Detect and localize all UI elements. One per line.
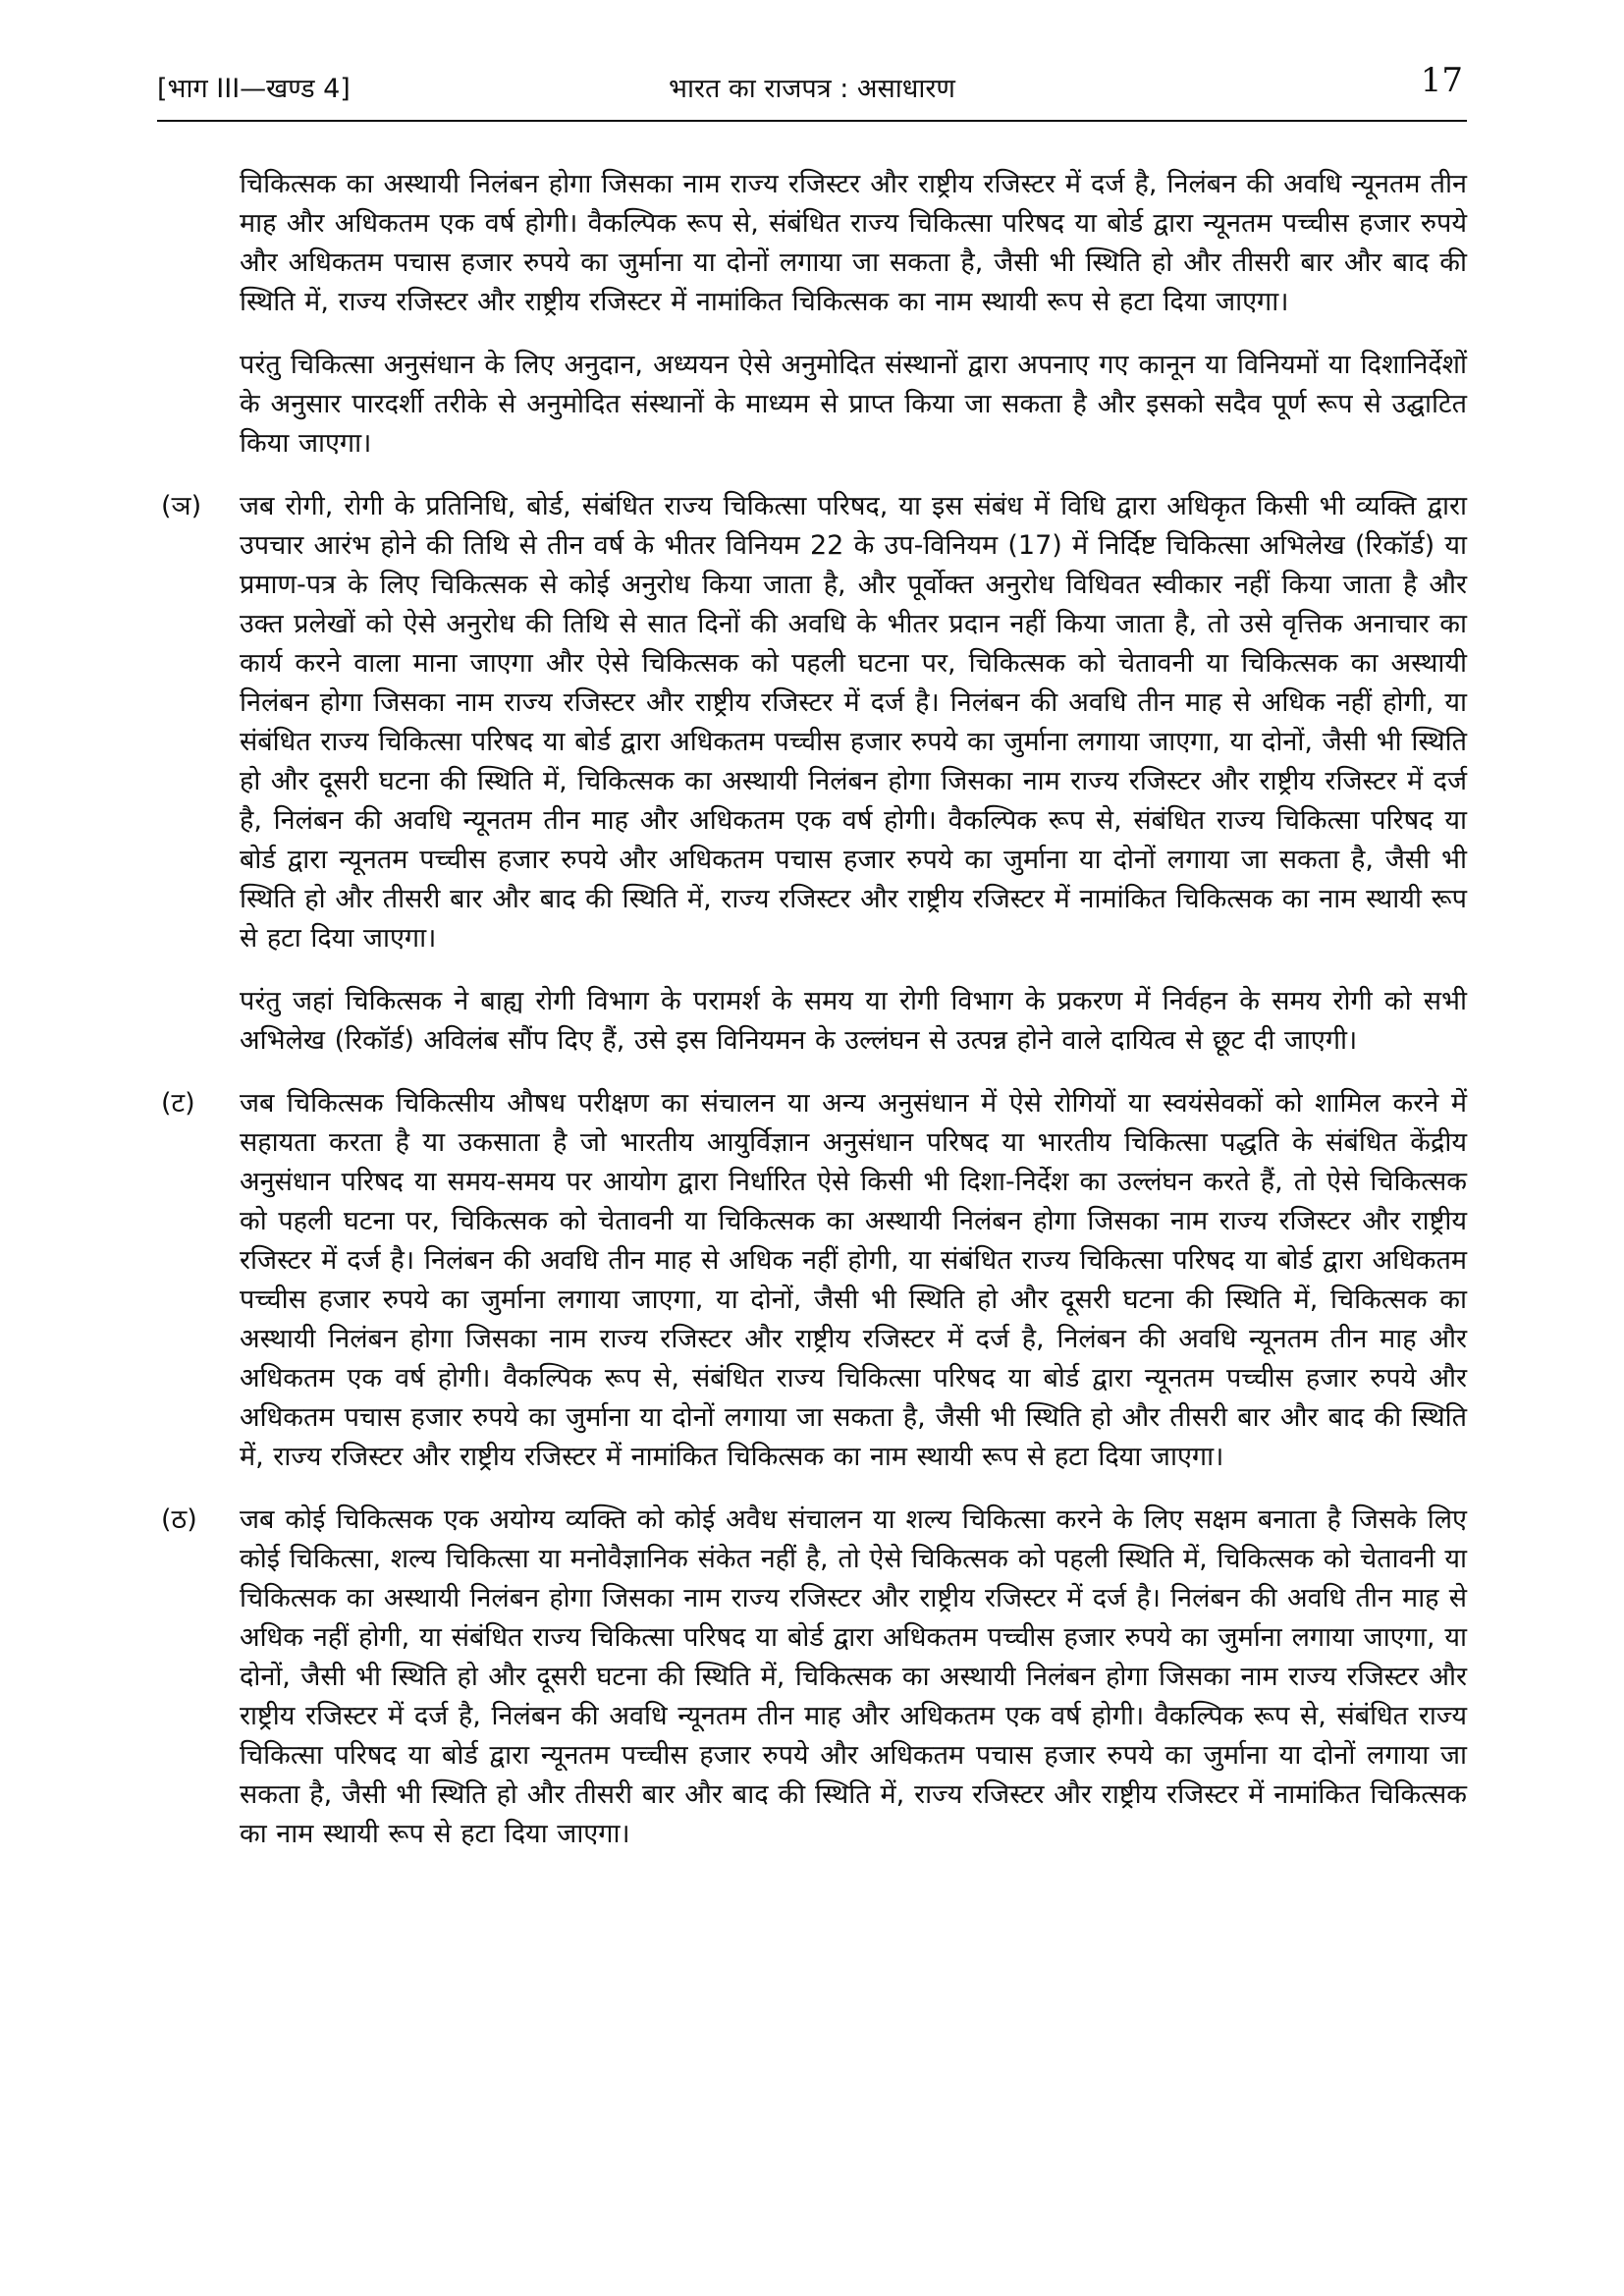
clause-text: जब चिकित्सक चिकित्सीय औषध परीक्षण का संचालन या अन्य अनुसंधान में ऐसे रोगियों या स्वयंसेवकों को शामिल करने में सहायता करता है या उकसाता है जो भारतीय आयुर्विज्ञान अनुसंधान परिषद या भारतीय चिकित्सा पद्धति के संबंधित केंद्रीय अनुसंधान परिषद या समय-समय पर आयोग द्वारा निर्धारित ऐसे किसी भी दिशा-निर्देश का उल्लंघन करते हैं, तो ऐसे चिकित्सक को पहली घटना पर, चिकित्सक को चेतावनी या चिकित्सक का अस्थायी निलंबन होगा जिसका नाम राज्य रजिस्टर और राष्ट्रीय रजिस्टर में दर्ज है। निलंबन की अवधि तीन माह से अधिक नहीं होगी, या संबंधित राज्य चिकित्सा परिषद या बोर्ड द्वारा अधिकतम पच्चीस हजार रुपये का जुर्माना लगाया जाएगा, या दोनों, जैसी भी स्थिति हो और दूसरी घटना की स्थिति में, चिकित्सक का अस्थायी निलंबन होगा जिसका नाम राज्य रजिस्टर और राष्ट्रीय रजिस्टर में दर्ज है, निलंबन की अवधि न्यूनतम तीन माह और अधिकतम एक वर्ष होगी। वैकल्पिक रूप से, संबंधित राज्य चिकित्सा परिषद या बोर्ड द्वारा न्यूनतम पच्चीस हजार रुपये और अधिकतम पचास हजार रुपये का जुर्माना या दोनों लगाया जा सकता है, जैसी भी स्थिति हो और तीसरी बार और बाद की स्थिति में, राज्य रजिस्टर और राष्ट्रीय रजिस्टर में नामांकित चिकित्सक का नाम स्थायी रूप से हटा दिया जाएगा। [240,1088,1467,1472]
proviso-paragraph: परंतु चिकित्सा अनुसंधान के लिए अनुदान, अध्ययन ऐसे अनुमोदित संस्थानों द्वारा अपनाए गए कानून या विनियमों या दिशानिर्देशों के अनुसार पारदर्शी तरीके से अनुमोदित संस्थानों के माध्यम से प्राप्त किया जा सकता है और इसको सदैव पूर्ण रूप से उद्घाटित किया जाएगा। [240,350,1467,459]
part-section-label: [भाग III—खण्ड 4] [157,74,351,104]
clause-label: (ठ) [161,1504,197,1535]
page-header [157,61,1467,122]
clause-jha [157,487,1467,958]
clause-tha [157,1501,1467,1854]
clause-label: (ट) [161,1088,195,1119]
paragraph-continuation: चिकित्सक का अस्थायी निलंबन होगा जिसका नाम राज्य रजिस्टर और राष्ट्रीय रजिस्टर में दर्ज है, निलंबन की अवधि न्यूनतम तीन माह और अधिकतम एक वर्ष होगी। वैकल्पिक रूप से, संबंधित राज्य चिकित्सा परिषद या बोर्ड द्वारा न्यूनतम पच्चीस हजार रुपये और अधिकतम पचास हजार रुपये का जुर्माना या दोनों लगाया जा सकता है, जैसी भी स्थिति हो और तीसरी बार और बाद की स्थिति में, राज्य रजिस्टर और राष्ट्रीय रजिस्टर में नामांकित चिकित्सक का नाम स्थायी रूप से हटा दिया जाएगा। [240,169,1467,317]
clause-text: जब कोई चिकित्सक एक अयोग्य व्यक्ति को कोई अवैध संचालन या शल्य चिकित्सा करने के लिए सक्षम बनाता है जिसके लिए कोई चिकित्सा, शल्य चिकित्सा या मनोवैज्ञानिक संकेत नहीं है, तो ऐसे चिकित्सक को पहली स्थिति में, चिकित्सक को चेतावनी या चिकित्सक का अस्थायी निलंबन होगा जिसका नाम राज्य रजिस्टर और राष्ट्रीय रजिस्टर में दर्ज है। निलंबन की अवधि तीन माह से अधिक नहीं होगी, या संबंधित राज्य चिकित्सा परिषद या बोर्ड द्वारा अधिकतम पच्चीस हजार रुपये का जुर्माना लगाया जाएगा, या दोनों, जैसी भी स्थिति हो और दूसरी घटना की स्थिति में, चिकित्सक का अस्थायी निलंबन होगा जिसका नाम राज्य रजिस्टर और राष्ट्रीय रजिस्टर में दर्ज है, निलंबन की अवधि न्यूनतम तीन माह और अधिकतम एक वर्ष होगी। वैकल्पिक रूप से, संबंधित राज्य चिकित्सा परिषद या बोर्ड द्वारा न्यूनतम पच्चीस हजार रुपये और अधिकतम पचास हजार रुपये का जुर्माना या दोनों लगाया जा सकता है, जैसी भी स्थिति हो और तीसरी बार और बाद की स्थिति में, राज्य रजिस्टर और राष्ट्रीय रजिस्टर में नामांकित चिकित्सक का नाम स्थायी रूप से हटा दिया जाएगा। [240,1504,1467,1849]
page-body [157,165,1467,1878]
page-number: 17 [1420,61,1463,100]
clause-ta [157,1084,1467,1477]
clause-label: (ञ) [161,491,202,521]
gazette-title: भारत का राजपत्र : असाधारण [669,74,955,104]
proviso-paragraph: परंतु जहां चिकित्सक ने बाह्य रोगी विभाग के परामर्श के समय या रोगी विभाग के प्रकरण में निर्वहन के समय रोगी को सभी अभिलेख (रिकॉर्ड) अविलंब सौंप दिए हैं, उसे इस विनियमन के उल्लंघन से उत्पन्न होने वाले दायित्व से छूट दी जाएगी। [240,986,1467,1056]
clause-text: जब रोगी, रोगी के प्रतिनिधि, बोर्ड, संबंधित राज्य चिकित्सा परिषद, या इस संबंध में विधि द्वारा अधिकृत किसी भी व्यक्ति द्वारा उपचार आरंभ होने की तिथि से तीन वर्ष के भीतर विनियम 22 के उप-विनियम (17) में निर्दिष्ट चिकित्सा अभिलेख (रिकॉर्ड) या प्रमाण-पत्र के लिए चिकित्सक से कोई अनुरोध किया जाता है, और पूर्वोक्त अनुरोध विधिवत स्वीकार नहीं किया जाता है और उक्त प्रलेखों को ऐसे अनुरोध की तिथि से सात दिनों की अवधि के भीतर प्रदान नहीं किया जाता है, तो उसे वृत्तिक अनाचार का कार्य करने वाला माना जाएगा और ऐसे चिकित्सक को पहली घटना पर, चिकित्सक को चेतावनी या चिकित्सक का अस्थायी निलंबन होगा जिसका नाम राज्य रजिस्टर और राष्ट्रीय रजिस्टर में दर्ज है। निलंबन की अवधि तीन माह से अधिक नहीं होगी, या संबंधित राज्य चिकित्सा परिषद या बोर्ड द्वारा अधिकतम पच्चीस हजार रुपये का जुर्माना लगाया जाएगा, या दोनों, जैसी भी स्थिति हो और दूसरी घटना की स्थिति में, चिकित्सक का अस्थायी निलंबन होगा जिसका नाम राज्य रजिस्टर और राष्ट्रीय रजिस्टर में दर्ज है, निलंबन की अवधि न्यूनतम तीन माह और अधिकतम एक वर्ष होगी। वैकल्पिक रूप से, संबंधित राज्य चिकित्सा परिषद या बोर्ड द्वारा न्यूनतम पच्चीस हजार रुपये और अधिकतम पचास हजार रुपये का जुर्माना या दोनों लगाया जा सकता है, जैसी भी स्थिति हो और तीसरी बार और बाद की स्थिति में, राज्य रजिस्टर और राष्ट्रीय रजिस्टर में नामांकित चिकित्सक का नाम स्थायी रूप से हटा दिया जाएगा। [240,491,1467,954]
